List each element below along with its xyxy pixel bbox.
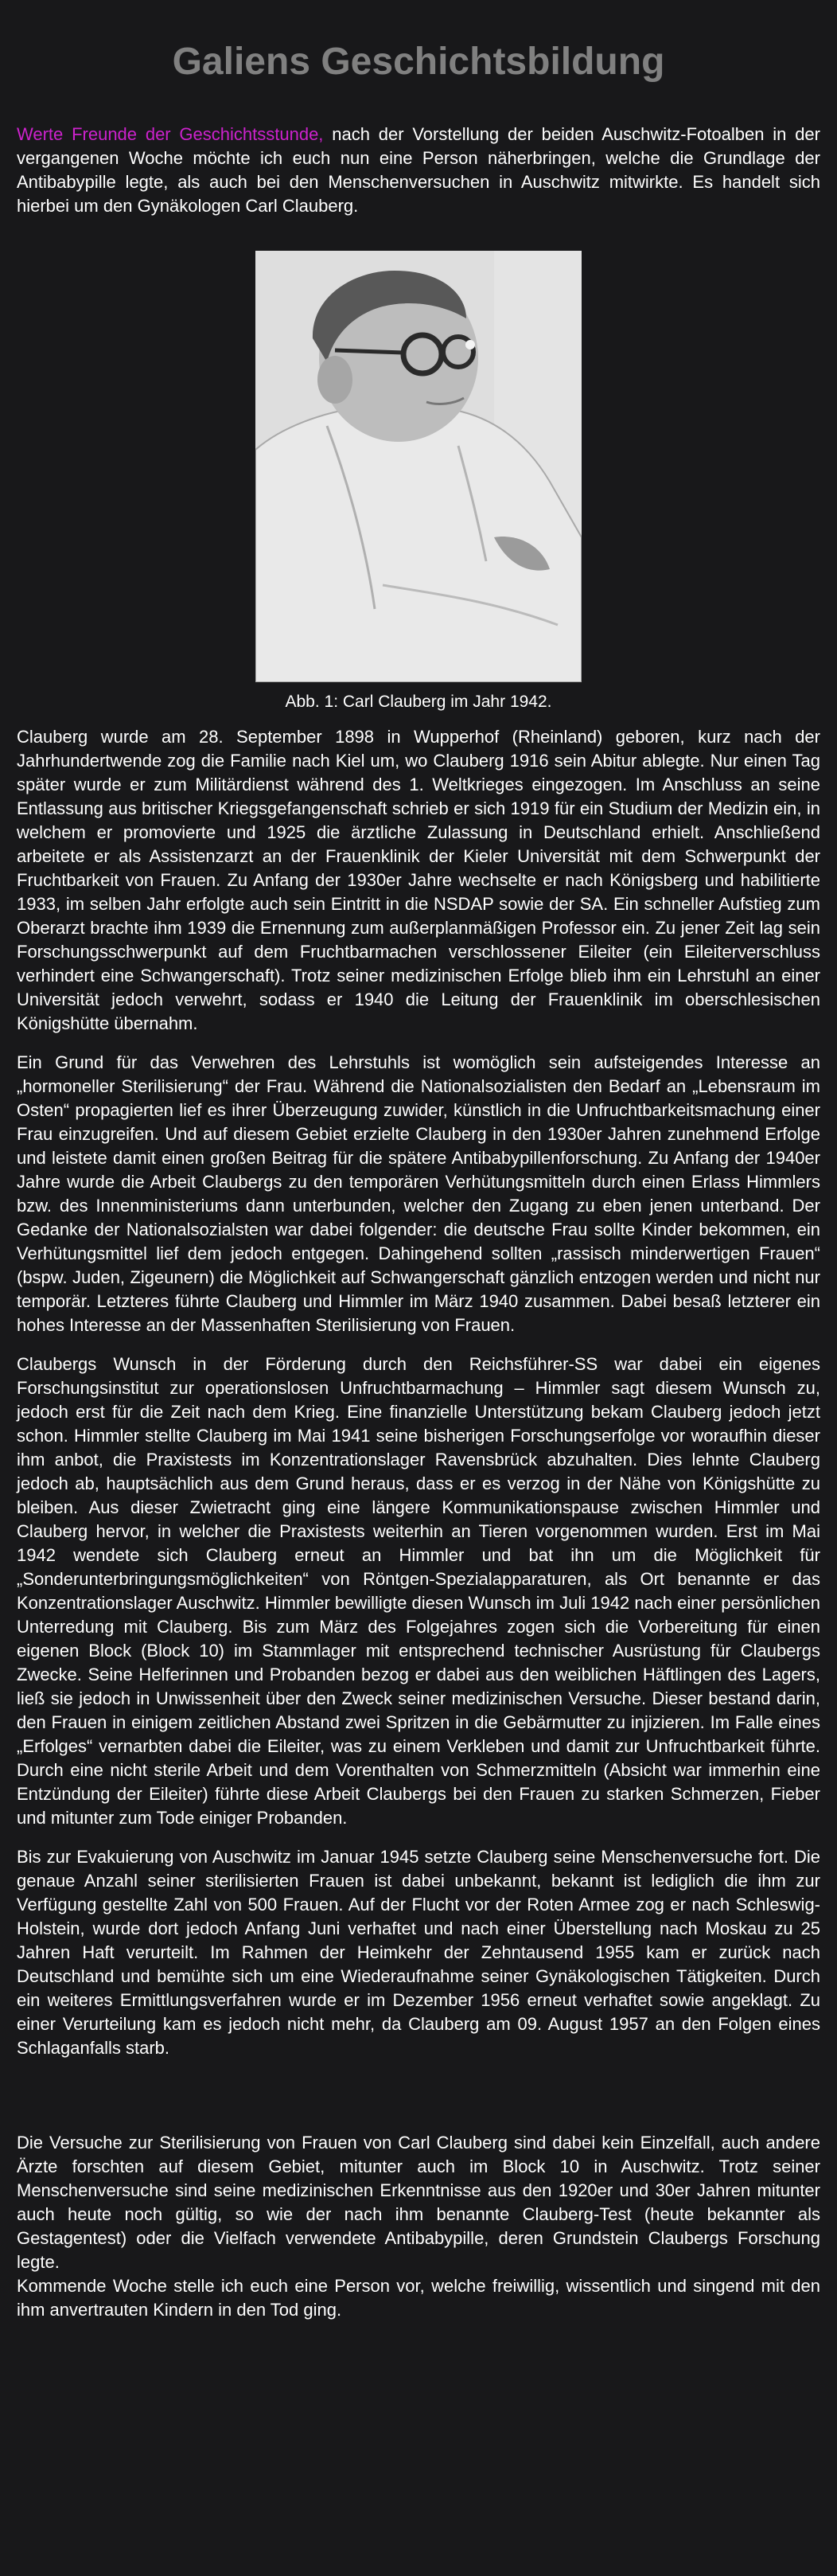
portrait-photo <box>255 251 582 682</box>
paragraph-auschwitz-experiments: Claubergs Wunsch in der Förderung durch den Reichsführer-SS war dabei ein eigenes Forschungsinstitut zur operationslosen Unfruchtbarmachung – Himmler sagt diesem Wunsch zu, jedoch erst für die Zeit nach dem Krieg. Eine finanzielle Unterstützung bekam Clauberg jedoch jetzt schon. Himmler stellte Clauberg im Mai 1941 seine bisherigen Forschungserfolge vor woraufhin dieser ihm anbot, die Praxistests im Konzentrationslager Ravensbrück abzuhalten. Dies lehnte Clauberg jedoch ab, hauptsächlich aus dem Grund heraus, dass er es verzog in der Nähe von Königshütte zu bleiben. Aus dieser Zwietracht ging eine längere Kommunikationspause zwischen Himmler und Clauberg hervor, in welcher die Praxistests weiterhin an Tieren vorgenommen wurden. Erst im Mai 1942 wendete sich Clauberg erneut an Himmler und bat ihn um die Möglichkeit für „Sonderunterbringungsmöglichkeiten“ von Röntgen-Spezialapparaturen, als Ort benannte er das Konzentrationslager Auschwitz. Himmler bewilligte diesen Wunsch im Juli 1942 nach einer persönlichen Unterredung mit Clauberg. Bis zum März des Folgejahres zogen sich die Vorbereitung für einen eigenen Block (Block 10) im Stammlager mit entsprechend technischer Ausrüstung für Claubergs Zwecke. Seine Helferinnen und Probanden bezog er dabei aus den weiblichen Häftlingen des Lagers, ließ sie jedoch in Unwissenheit über den Zweck seiner medizinischen Versuche. Dieser bestand darin, den Frauen in einigem zeitlichen Abstand zwei Spritzen in die Gebärmutter zu injizieren. Im Falle eines „Erfolges“ vernarbten dabei die Eileiter, was zu einem Verkleben und damit zur Unfruchtbarkeit führte. Durch eine nicht sterile Arbeit und dem Vorenthalten von Schmerzmitteln (Absicht war immerhin eine Entzündung der Eileiter) führte diese Arbeit Claubergs bei den Frauen zu starken Schmerzen, Fieber und mitunter zum Tode einiger Probanden. <box>17 1354 820 1828</box>
paragraph-aftermath: Bis zur Evakuierung von Auschwitz im Januar 1945 setzte Clauberg seine Menschenversuche fort. Die genaue Anzahl seiner sterilisierten Frauen ist dabei unbekannt, bekannt ist lediglich die ihm zur Verfügung gestellte Zahl von 500 Frauen. Auf der Flucht vor der Roten Armee zog er nach Schleswig-Holstein, wurde dort jedoch Anfang Juni verhaftet und nach einer Überstellung nach Moskau zu 25 Jahren Haft verurteilt. Im Rahmen der Heimkehr der Zehntausend 1955 kam er zurück nach Deutschland und bemühte sich um eine Wiederaufnahme seiner Gynäkologischen Tätigkeiten. Durch ein weiteres Ermittlungsverfahren wurde er im Dezember 1956 erneut verhaftet sowie angeklagt. Zu einer Verurteilung kam es jedoch nicht mehr, da Clauberg am 09. August 1957 an den Folgen eines Schlaganfalls starb. <box>17 1847 820 2058</box>
closing-summary: Die Versuche zur Sterilisierung von Frauen von Carl Clauberg sind dabei kein Einzelfall, auch andere Ärzte forschten auf diesem Gebiet, mitunter auch im Block 10 in Auschwitz. Trotz seiner Menschenversuche sind seine medizinischen Erkenntnisse aus den 1920er und 30er Jahren mitunter auch heute noch gültig, so wie der nach ihm benannte Clauberg-Test (heute bekannter als Gestagentest) oder die Vielfach verwendete Antibabypille, deren Grundstein Claubergs Forschung legte. <box>17 2133 820 2272</box>
page-title: Galiens Geschichtsbildung <box>172 41 665 83</box>
closing-outlook: Kommende Woche stelle ich euch eine Person vor, welche freiwillig, wissentlich und singend mit den ihm anvertrauten Kindern in den Tod ging. <box>17 2276 820 2320</box>
figure-caption: Abb. 1: Carl Clauberg im Jahr 1942. <box>285 693 552 711</box>
intro-text: nach der Vorstellung der beiden Auschwitz-Fotoalben in der vergangenen Woche möchte ich euch nun eine Person näherbringen, welche die Grundlage der Antibabypille legte, als auch bei den Menschenversuchen in Auschwitz mitwirkte. Es handelt sich hierbei um den Gynäkologen Carl Clauberg. <box>17 124 820 216</box>
ear <box>317 356 352 404</box>
article-body <box>17 123 820 2322</box>
intro-paragraph <box>17 123 820 218</box>
paragraph-sterilization-interest: Ein Grund für das Verwehren des Lehrstuhls ist womöglich sein aufsteigendes Interesse an „hormoneller Sterilisierung“ der Frau. Während die Nationalsozialisten den Bedarf an „Lebensraum im Osten“ propagierten lief es ihrer Überzeugung zuwider, künstlich in die Unfruchtbarkeitsmachung einer Frau einzugreifen. Und auf diesem Gebiet erzielte Clauberg in den 1930er Jahren zunehmend Erfolge und leistete damit einen großen Beitrag für die spätere Antibabypillenforschung. Zu Anfang der 1940er Jahre wurde die Arbeit Claubergs zu den temporären Verhütungsmitteln durch einen Erlass Himmlers bzw. des Innenministeriums dann unterbunden, welcher den Zugang zu eben jenen unterband. Der Gedanke der Nationalsozialsten war dabei folgender: die deutsche Frau sollte Kinder bekommen, ein Verhütungsmittel lief dem jedoch entgegen. Dahingehend sollten „rassisch minderwertigen Frauen“ (bspw. Juden, Zigeunern) die Möglichkeit auf Schwangerschaft gänzlich entzogen werden und nicht nur temporär. Letzteres führte Clauberg und Himmler im März 1940 zusammen. Dabei besaß letzterer ein hohes Interesse an der Massenhaften Sterilisierung von Frauen. <box>17 1052 820 1335</box>
glasses-glare <box>465 340 475 349</box>
paragraph-biography: Clauberg wurde am 28. September 1898 in Wupperhof (Rheinland) geboren, kurz nach der Jahrhundertwende zog die Familie nach Kiel um, wo Clauberg 1916 sein Abitur ablegte. Nur einen Tag später wurde er zum Militärdienst während des 1. Weltkrieges eingezogen. Im Anschluss an seine Entlassung aus britischer Kriegsgefangenschaft schrieb er sich 1919 für ein Studium der Medizin ein, in welchem er promovierte und 1925 die ärztliche Zulassung in Deutschland erhielt. Anschließend arbeitete er als Assistenzarzt an der Frauenklinik der Kieler Universität mit dem Schwerpunkt der Fruchtbarkeit von Frauen. Zu Anfang der 1930er Jahre wechselte er nach Königsberg und habilitierte 1933, im selben Jahr erfolgte auch sein Eintritt in die NSDAP sowie der SA. Ein schneller Aufstieg zum Oberarzt brachte ihm 1939 die Ernennung zum außerplanmäßigen Professor ein. Zu jener Zeit lag sein Forschungsschwerpunkt auf dem Fruchtbarmachen verschlossener Eileiter (ein Eileiterverschluss verhindert eine Schwangerschaft). Trotz seiner medizinischen Erfolge blieb ihm ein Lehrstuhl an einer Universität jedoch verwehrt, sodass er 1940 die Leitung der Frauenklinik im oberschlesischen Königshütte übernahm. <box>17 727 820 1033</box>
portrait-illustration <box>255 251 582 682</box>
spacer <box>17 2075 820 2131</box>
closing-section <box>17 2131 820 2322</box>
figure <box>17 233 820 725</box>
greeting-text: Werte Freunde der Geschichtsstunde, <box>17 124 324 144</box>
glasses-temple <box>335 350 403 353</box>
